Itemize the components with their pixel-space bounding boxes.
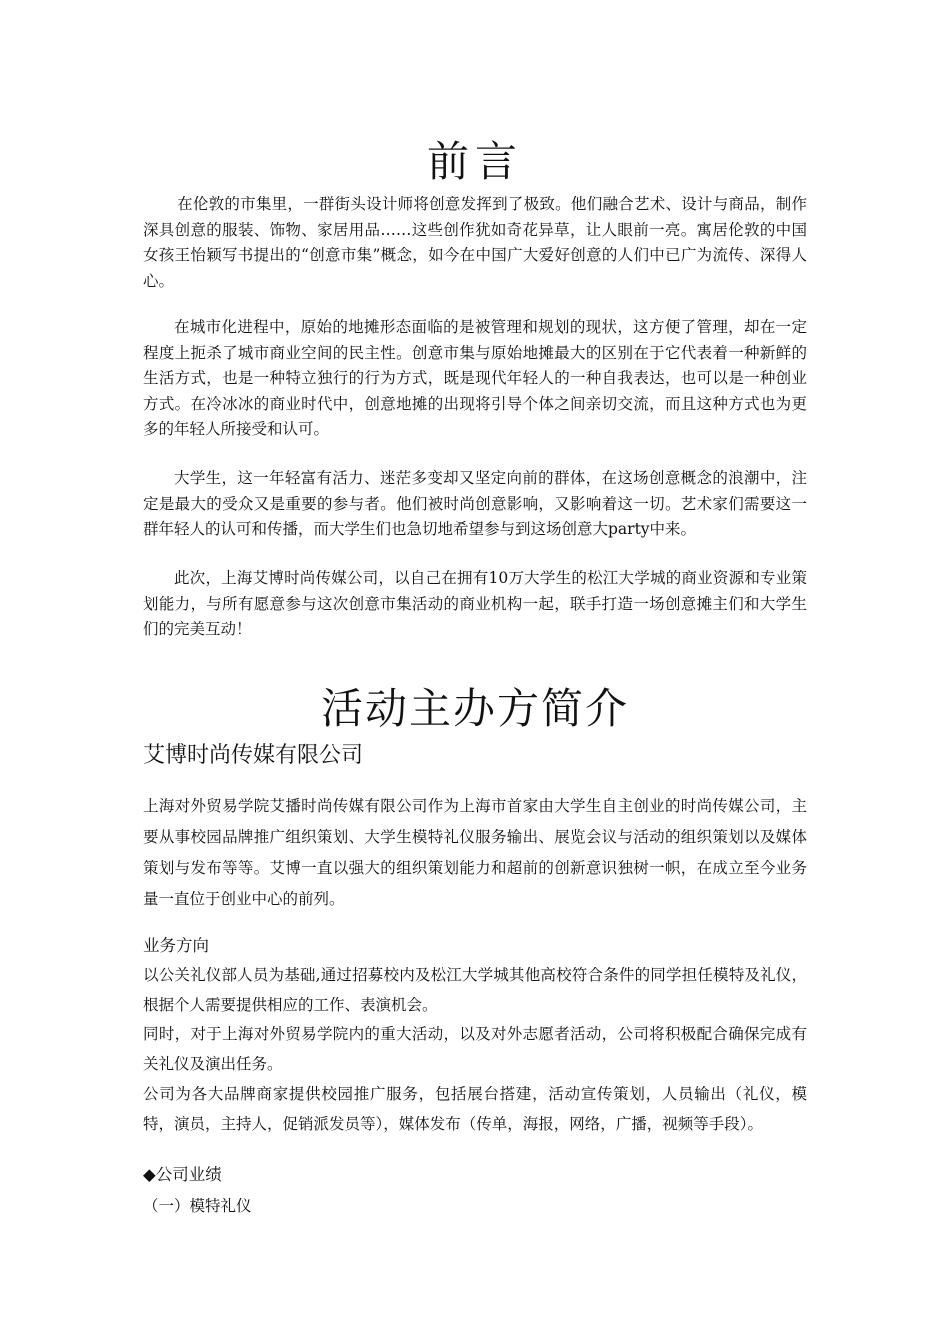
- preface-paragraph-1: 在伦敦的市集里，一群街头设计师将创意发挥到了极致。他们融合艺术、设计与商品，制作深具创意的服装、饰物、家居用品……这些创作犹如奇花异草，让人眼前一亮。寓居伦敦的中国女孩王怡颖写书提出的“创意市集”概念，如今在中国广大爱好创意的人们中已广为流传、深得人心。: [143, 195, 807, 290]
- business-item-3: 公司为各大品牌商家提供校园推广服务，包括展台搭建，活动宣传策划，人员输出（礼仪，模特，演员，主持人，促销派发员等），媒体发布（传单，海报，网络，广播，视频等手段）。: [143, 1085, 807, 1133]
- company-intro: 上海对外贸易学院艾播时尚传媒有限公司作为上海市首家由大学生自主创业的时尚传媒公司，主要从事校园品牌推广组织策划、大学生模特礼仪服务输出、展览会议与活动的组织策划以及媒体策划与发布等等。艾博一直以强大的组织策划能力和超前的创新意识独树一帜，在成立至今业务量一直位于创业中心的前列。: [143, 797, 807, 908]
- company-name: 艾博时尚传媒有限公司: [143, 743, 364, 768]
- organizer-title: 活动主办方简介: [320, 684, 629, 734]
- preface-title: 前言: [426, 137, 523, 187]
- preface-paragraph-2: 在城市化进程中，原始的地摊形态面临的是被管理和规划的现状，这方便了管理，却在一定程度上扼杀了城市商业空间的民主性。创意市集与原始地摊最大的区别在于它代表着一种新鲜的生活方式，也是一种特立独行的行为方式，既是现代年轻人的一种自我表达，也可以是一种创业方式。在冷冰冰的商业时代中，创意地摊的出现将引导个体之间亲切交流，而且这种方式也为更多的年轻人所接受和认可。: [143, 318, 807, 438]
- business-heading: 业务方向: [143, 936, 209, 955]
- preface-paragraph-4: 此次，上海艾博时尚传媒公司，以自己在拥有10万大学生的松江大学城的商业资源和专业策划能力，与所有愿意参与这次创意市集活动的商业机构一起，联手打造一场创意摊主们和大学生们的完美互动！: [143, 569, 807, 638]
- business-item-1: 以公关礼仪部人员为基础,通过招募校内及松江大学城其他高校符合条件的同学担任模特及礼仪，根据个人需要提供相应的工作、表演机会。: [143, 966, 807, 1014]
- preface-paragraph-3: 大学生，这一年轻富有活力、迷茫多变却又坚定向前的群体，在这场创意概念的浪潮中，注定是最大的受众又是重要的参与者。他们被时尚创意影响，又影响着这一切。艺术家们需要这一群年轻人的认可和传播，而大学生们也急切地希望参与到这场创意大party中来。: [143, 469, 807, 538]
- business-item-2: 同时，对于上海对外贸易学院内的重大活动，以及对外志愿者活动，公司将积极配合确保完成有关礼仪及演出任务。: [143, 1025, 807, 1073]
- performance-heading: ◆公司业绩: [143, 1165, 222, 1184]
- performance-subheading: （一）模特礼仪: [143, 1197, 252, 1215]
